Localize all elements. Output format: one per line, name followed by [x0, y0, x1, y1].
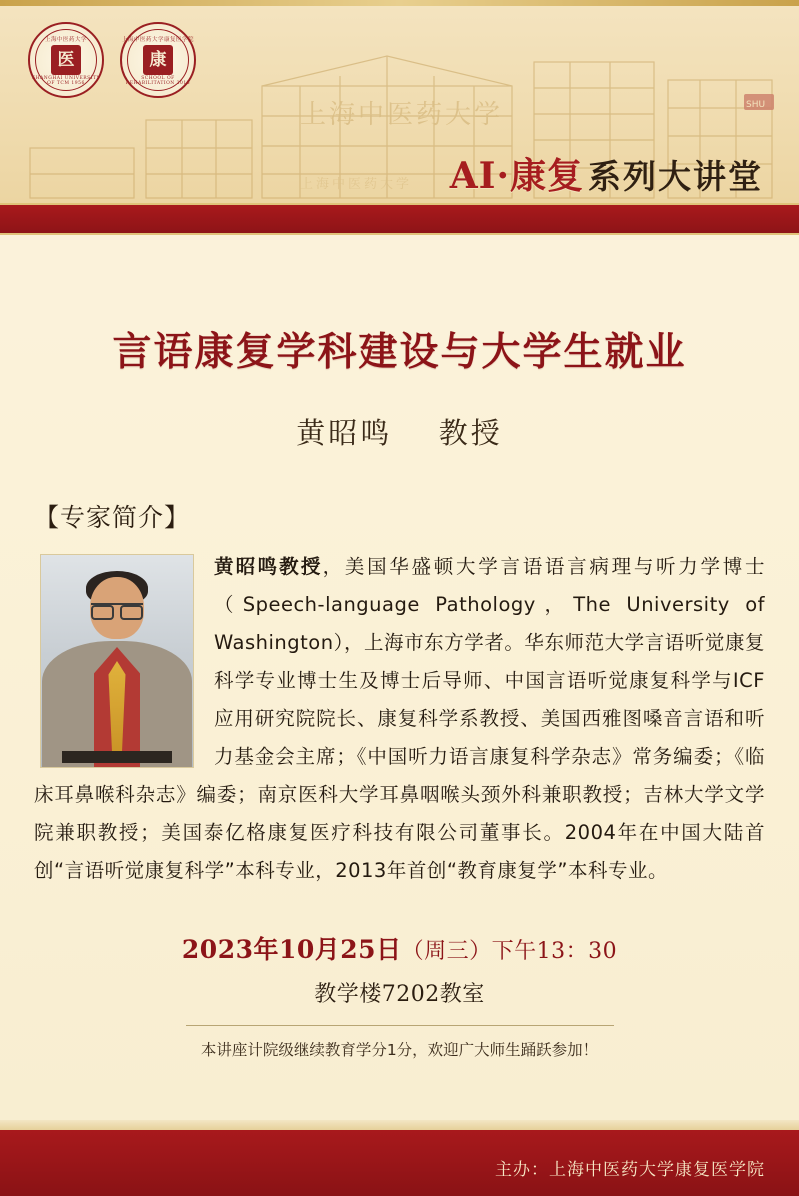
poster-footer	[0, 1128, 799, 1196]
event-date: 2023年10月25日	[181, 935, 402, 964]
bio-paragraph	[34, 548, 765, 890]
page-title: 言语康复学科建设与大学生就业	[112, 329, 687, 375]
seal-left-bottom-text: SHANGHAI UNIVERSITY OF TCM 1956	[32, 76, 100, 86]
speaker-portrait-image	[40, 554, 194, 768]
organizer-text: 主办：上海中医药大学康复医学院	[495, 1160, 765, 1180]
university-logos	[28, 22, 196, 98]
svg-text:上海中医药大学: 上海中医药大学	[300, 100, 504, 130]
event-divider	[186, 1025, 614, 1026]
glasses-icon	[91, 603, 143, 617]
seal-left-top-text: 上海中医药大学	[44, 37, 87, 43]
bio-section-heading: 【专家简介】	[34, 503, 191, 532]
university-seal-icon	[28, 22, 104, 98]
event-note: 本讲座计院级继续教育学分1分，欢迎广大师生踊跃参加！	[200, 1041, 599, 1059]
svg-text:上海中医药大学: 上海中医药大学	[300, 177, 413, 192]
bio-speaker-name: 黄昭鸣教授	[214, 555, 323, 578]
event-details	[34, 930, 765, 1060]
poster-body	[0, 321, 799, 1060]
seal-right-core: 康	[143, 45, 173, 75]
series-title-accent: AI·康复	[449, 155, 584, 197]
speaker-line	[34, 411, 765, 452]
series-banner-title	[450, 148, 763, 199]
rehabilitation-college-seal-icon	[120, 22, 196, 98]
event-location: 教学楼7202教室	[314, 982, 485, 1007]
seal-right-bottom-text: SCHOOL OF REHABILITATION 2015	[125, 76, 191, 86]
speaker-name: 黄昭鸣	[296, 416, 393, 450]
poster-header	[0, 0, 799, 203]
seal-right-top-text: 上海中医药大学康复医学院	[122, 37, 195, 43]
svg-text:SHU: SHU	[746, 100, 766, 110]
bio-body-text: ，美国华盛顿大学言语语言病理与听力学博士（Speech-language Pathology，The University of Washington），上海市东方学者。华东师范大学言语听觉康复科学专业博士生及博士后导师、中国言语听觉康复科学与ICF应用研究院院长、康复科学系教授、美国西雅图嗓音言语和听力基金会主席；《中国听力语言康复科学杂志》常务编委；《临床耳鼻喉科杂志》编委；南京医科大学耳鼻咽喉头颈外科兼职教授；吉林大学文学院兼职教授；美国泰亿格康复医疗科技有限公司董事长。2004年在中国大陆首创“言语听觉康复科学”本科专业，2013年首创“教育康复学”本科专业。	[34, 555, 765, 882]
footer-gold-strip	[0, 1120, 799, 1130]
event-datetime	[34, 930, 765, 966]
header-gold-edge	[0, 0, 799, 6]
series-title-main: 系列大讲堂	[588, 157, 763, 196]
event-weekday-time: （周三）下午13：30	[401, 939, 618, 964]
seal-left-core: 医	[51, 45, 81, 75]
speaker-rank: 教授	[438, 416, 503, 450]
header-red-divider	[0, 203, 799, 235]
